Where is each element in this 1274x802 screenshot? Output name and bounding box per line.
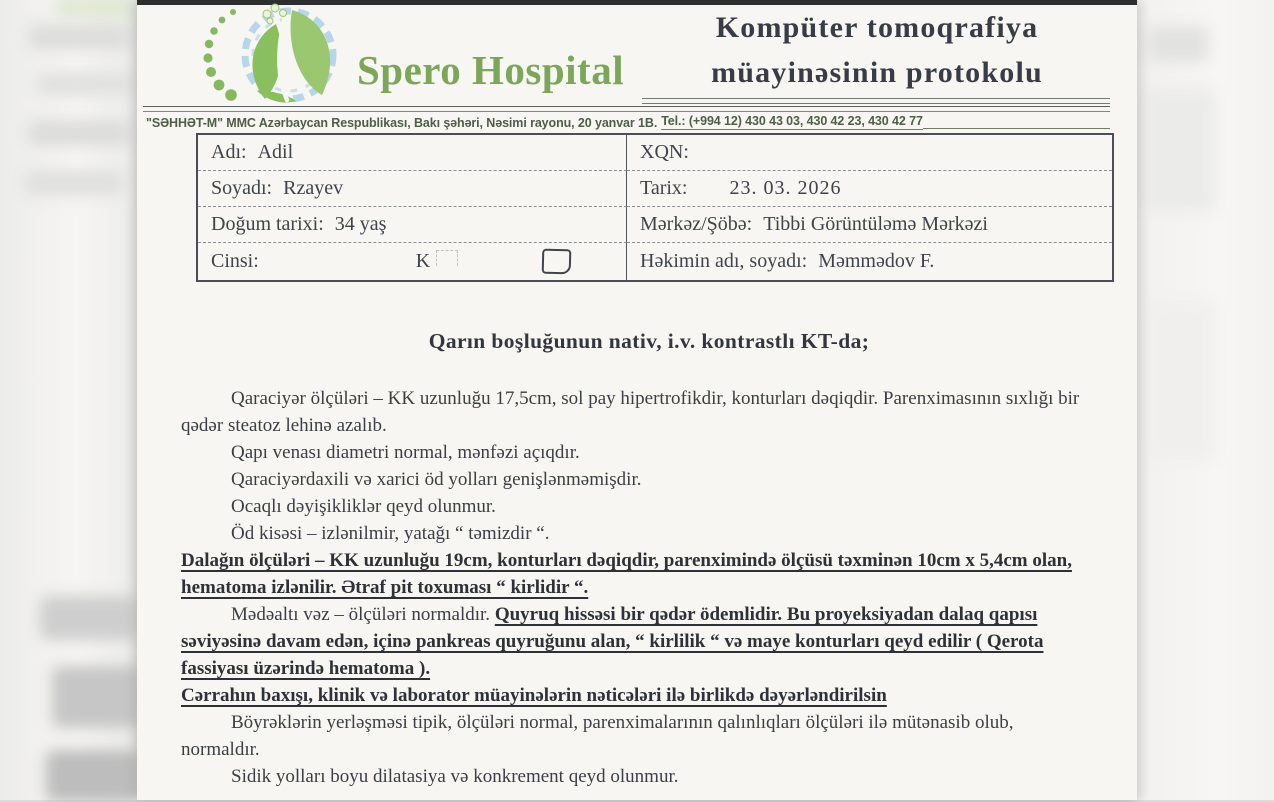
hospital-address-line	[146, 114, 1110, 130]
paragraph-text: Mədəaltı vəz – ölçüləri normaldır.	[231, 604, 495, 625]
address-rule	[923, 127, 1110, 129]
table-row	[198, 135, 627, 171]
paragraph-text: Ocaqlı dəyişikliklər qeyd olunmur.	[231, 496, 496, 517]
table-row	[627, 207, 1112, 243]
empty-checkbox-icon	[542, 249, 572, 275]
blur-blob	[1143, 88, 1215, 212]
report-paragraph	[181, 466, 1089, 493]
blur-blob	[55, 0, 135, 18]
table-row	[627, 135, 1112, 171]
underlined-finding: Dalağın ölçüləri – KK uzunluğu 19cm, konturları dəqiqdir, parenximində ölçüsü təxminən 10cm x 5,4cm olan, hematoma izlənilir. Ətraf pit toxuması “ kirlidir “.	[181, 550, 1072, 598]
blur-blob	[28, 120, 130, 146]
field-label: Tarix:	[640, 177, 688, 199]
patient-info-table	[196, 133, 1114, 282]
report-paragraph-mixed	[181, 601, 1089, 682]
paragraph-text: Qaraciyər ölçüləri – KK uzunluğu 17,5cm, sol pay hipertrofikdir, konturları dəqiqdir. Parenximasının sıxlığı bir qədər steatoz lehinə azalıb.	[181, 388, 1080, 436]
report-paragraph-clipped	[181, 763, 1089, 787]
document-title	[640, 5, 1114, 95]
field-label: Mərkəz/Şöbə:	[640, 213, 753, 235]
blur-blob	[36, 72, 132, 96]
report-paragraph-emphasis	[181, 682, 1089, 709]
blur-blob	[28, 24, 130, 50]
report-paragraph	[181, 520, 1089, 547]
report-paragraph-emphasis	[181, 547, 1089, 601]
blur-blob	[40, 596, 136, 640]
field-label: Adı:	[211, 141, 247, 163]
paragraph-text: Sidik yolları boyu dilatasiya və konkrement qeyd olunmur.	[231, 766, 679, 787]
paragraph-text: Böyrəklərin yerləşməsi tipik, ölçüləri normal, parenximalarının qalınlıqları ölçüləri ilə mütənasib olub, normaldır.	[181, 712, 1014, 760]
report-paragraph	[181, 439, 1089, 466]
report-paragraph	[181, 709, 1089, 763]
document-page	[137, 0, 1137, 800]
report-paragraph	[181, 493, 1089, 520]
field-label: XQN:	[640, 141, 689, 163]
field-value: Tibbi Görüntüləmə Mərkəzi	[763, 213, 988, 235]
report-body	[181, 385, 1089, 787]
paragraph-text: Öd kisəsi – izlənilmir, yatağı “ təmizdir “.	[231, 523, 550, 544]
underlined-recommendation: Cərrahın baxışı, klinik və laborator müayinələrin nəticələri ilə birlikdə dəyərləndirilsin	[181, 685, 887, 706]
paragraph-text: Qaraciyərdaxili və xarici öd yolları genişlənməmişdir.	[231, 469, 642, 490]
hospital-name: Spero Hospital	[357, 47, 625, 93]
blur-blob	[1147, 26, 1209, 62]
table-row	[198, 207, 627, 243]
table-row-gender	[198, 243, 627, 280]
underlined-finding: Quyruq hissəsi bir qədər ödemlidir. Bu proyeksiyadan dalaq qapısı səviyəsinə davam edən, içinə pankreas quyruğunu alan, “ kirlilik “ və maye konturları qeyd edilir ( Qerota fassiyası üzərində hematoma ).	[181, 604, 1044, 679]
title-underline	[642, 98, 1110, 104]
paragraph-text: Qapı venası diametri normal, mənfəzi açıqdır.	[231, 442, 580, 463]
faint-checkbox-icon	[436, 250, 458, 266]
blur-blob	[24, 170, 124, 196]
gender-value: K	[415, 250, 431, 272]
phone-numbers: Tel.: (+994 12) 430 43 03, 430 42 23, 430 42 77	[661, 114, 923, 128]
blurred-background-left	[0, 0, 137, 800]
field-value: 34 yaş	[334, 213, 387, 235]
field-value: Rzayev	[283, 177, 344, 199]
field-value: Məmmədov F.	[818, 250, 935, 272]
field-value: 23. 03. 2026	[729, 177, 842, 199]
hospital-logo-icon	[197, 2, 372, 106]
blurred-background-right	[1137, 0, 1274, 800]
table-row	[198, 171, 627, 207]
blur-blob	[1145, 300, 1215, 460]
report-heading: Qarın boşluğunun nativ, i.v. kontrastlı KT-da;	[428, 329, 870, 353]
field-label: Həkimin adı, soyadı:	[640, 250, 808, 272]
header-divider	[143, 106, 1110, 112]
title-line-1: Kompüter tomoqrafiya	[715, 11, 1039, 44]
table-row	[627, 171, 1112, 207]
title-line-2: müayinəsinin protokolu	[711, 56, 1043, 89]
blur-blob	[46, 750, 138, 802]
org-address: "SƏHHƏT-M" MMC Azərbaycan Respublikası, Bakı şəhəri, Nəsimi rayonu, 20 yanvar 1B.	[146, 116, 658, 130]
field-label: Doğum tarixi:	[211, 213, 324, 235]
field-label: Soyadı:	[211, 177, 273, 199]
field-label: Cinsi:	[211, 250, 259, 272]
table-row	[627, 243, 1112, 280]
blur-blob	[52, 666, 138, 728]
field-value: Adil	[257, 141, 294, 163]
report-paragraph	[181, 385, 1089, 439]
